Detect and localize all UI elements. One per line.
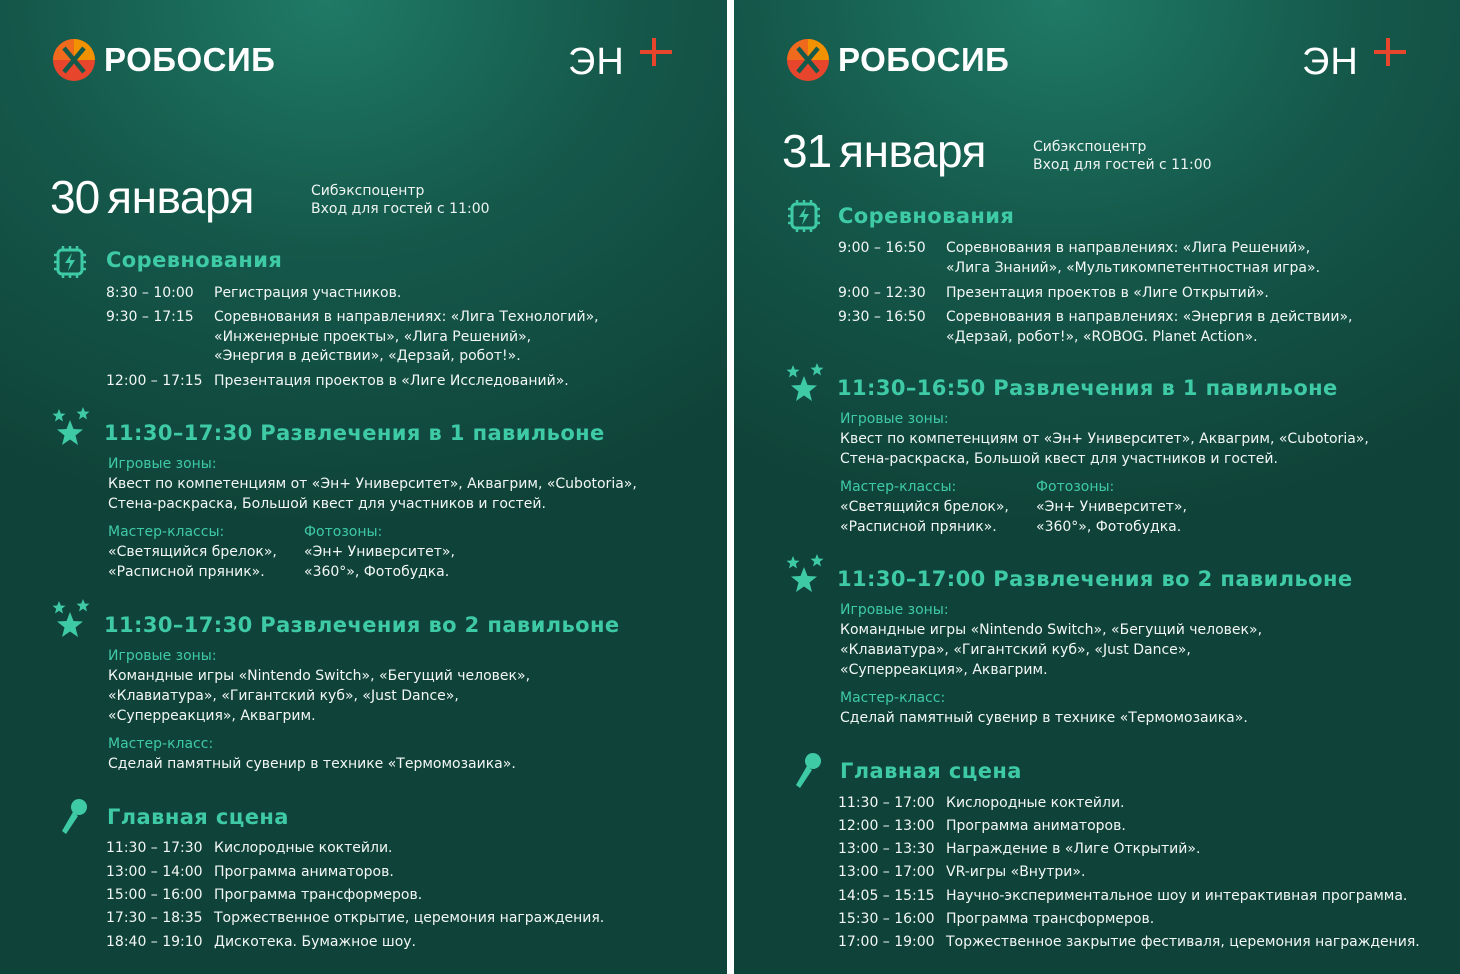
game-zones-label: Игровые зоны: bbox=[108, 648, 217, 664]
game-zones-text: «Суперреакция», Аквагрим. bbox=[108, 708, 316, 724]
row-time: 9:30 – 16:50 bbox=[838, 309, 926, 325]
venue-name: Сибэкспоцентр bbox=[1033, 139, 1147, 155]
stars-icon bbox=[50, 406, 92, 448]
microphone-icon bbox=[58, 798, 90, 836]
chip-lightning-icon bbox=[786, 198, 822, 234]
game-zones-text: «Суперреакция», Аквагрим. bbox=[840, 662, 1048, 678]
row-time: 15:00 – 16:00 bbox=[106, 887, 203, 903]
date-month: января bbox=[107, 171, 254, 223]
row-desc: Программа трансформеров. bbox=[214, 887, 423, 903]
robosib-logo-icon bbox=[52, 38, 96, 82]
row-desc: «Инженерные проекты», «Лига Решений», bbox=[214, 329, 532, 345]
section-title-main-stage: Главная сцена bbox=[840, 759, 1022, 783]
section-title-entertainment-1: 11:30–17:30 Развлечения в 1 павильоне bbox=[104, 421, 605, 445]
photozones-label: Фотозоны: bbox=[1036, 479, 1115, 495]
game-zones-text: Командные игры «Nintendo Switch», «Бегущий человек», bbox=[108, 668, 531, 684]
brand-name: РОБОСИБ bbox=[838, 41, 1010, 78]
row-desc: «Энергия в действии», «Дерзай, робот!». bbox=[214, 348, 521, 364]
row-desc: Научно-экспериментальное шоу и интерактивная программа. bbox=[946, 888, 1408, 904]
row-desc: Торжественное открытие, церемония награждения. bbox=[214, 910, 605, 926]
game-zones-label: Игровые зоны: bbox=[840, 411, 949, 427]
masterclasses-text: «Светящийся брелок», bbox=[108, 544, 277, 560]
poster-day-1 bbox=[0, 0, 727, 974]
venue-name: Сибэкспоцентр bbox=[311, 183, 425, 199]
svg-text:ЭН: ЭН bbox=[568, 41, 625, 83]
row-time: 12:00 – 13:00 bbox=[838, 818, 935, 834]
game-zones-text: Командные игры «Nintendo Switch», «Бегущий человек», bbox=[840, 622, 1263, 638]
game-zones-label: Игровые зоны: bbox=[840, 602, 949, 618]
row-time: 8:30 – 10:00 bbox=[106, 285, 194, 301]
row-time: 11:30 – 17:30 bbox=[106, 840, 203, 856]
masterclasses-text: «Светящийся брелок», bbox=[840, 499, 1009, 515]
masterclasses-text: «Расписной пряник». bbox=[840, 519, 997, 535]
section-title-competitions: Соревнования bbox=[838, 204, 1015, 228]
date-day: 31 bbox=[782, 125, 832, 177]
event-date bbox=[782, 124, 986, 178]
row-desc: Программа аниматоров. bbox=[214, 864, 394, 880]
row-desc: Кислородные коктейли. bbox=[214, 840, 393, 856]
chip-lightning-icon bbox=[52, 244, 88, 280]
row-time: 11:30 – 17:00 bbox=[838, 795, 935, 811]
row-time: 13:00 – 14:00 bbox=[106, 864, 203, 880]
row-desc: Кислородные коктейли. bbox=[946, 795, 1125, 811]
row-desc: Презентация проектов в «Лиге Исследований». bbox=[214, 373, 569, 389]
masterclass-label: Мастер-класс: bbox=[840, 690, 946, 706]
row-desc: Соревнования в направлениях: «Энергия в действии», bbox=[946, 309, 1353, 325]
photozones-text: «Эн+ Университет», bbox=[1036, 499, 1187, 515]
row-desc: Награждение в «Лиге Открытий». bbox=[946, 841, 1201, 857]
en-plus-logo bbox=[1302, 36, 1410, 84]
game-zones-label: Игровые зоны: bbox=[108, 456, 217, 472]
photozones-label: Фотозоны: bbox=[304, 524, 383, 540]
row-time: 13:00 – 17:00 bbox=[838, 864, 935, 880]
row-desc: Программа аниматоров. bbox=[946, 818, 1126, 834]
robosib-logo bbox=[786, 38, 1009, 82]
row-desc: Соревнования в направлениях: «Лига Технологий», bbox=[214, 309, 599, 325]
stars-icon bbox=[50, 598, 92, 640]
section-title-entertainment-2: 11:30–17:30 Развлечения во 2 павильоне bbox=[104, 613, 620, 637]
game-zones-text: Стена-раскраска, Большой квест для участников и гостей. bbox=[840, 451, 1278, 467]
section-title-entertainment-2: 11:30–17:00 Развлечения во 2 павильоне bbox=[837, 567, 1353, 591]
row-time: 12:00 – 17:15 bbox=[106, 373, 203, 389]
row-desc: VR-игры «Внутри». bbox=[946, 864, 1086, 880]
game-zones-text: Стена-раскраска, Большой квест для участников и гостей. bbox=[108, 496, 546, 512]
masterclass-text: Сделай памятный сувенир в технике «Термомозаика». bbox=[840, 710, 1248, 726]
event-date bbox=[50, 170, 254, 224]
game-zones-text: «Клавиатура», «Гигантский куб», «Just Dance», bbox=[108, 688, 459, 704]
poster-day-2 bbox=[734, 0, 1460, 974]
stars-icon bbox=[784, 553, 826, 595]
photozones-text: «360°», Фотобудка. bbox=[304, 564, 450, 580]
section-title-main-stage: Главная сцена bbox=[107, 805, 289, 829]
svg-text:ЭН: ЭН bbox=[1302, 41, 1359, 83]
section-title-competitions: Соревнования bbox=[106, 248, 283, 272]
row-desc: Соревнования в направлениях: «Лига Решений», bbox=[946, 240, 1311, 256]
row-desc: Презентация проектов в «Лиге Открытий». bbox=[946, 285, 1269, 301]
guest-entry: Вход для гостей с 11:00 bbox=[1033, 157, 1212, 173]
masterclasses-label: Мастер-классы: bbox=[108, 524, 225, 540]
row-time: 18:40 – 19:10 bbox=[106, 934, 203, 950]
en-plus-logo bbox=[568, 36, 676, 84]
row-time: 9:00 – 12:30 bbox=[838, 285, 926, 301]
row-desc: Регистрация участников. bbox=[214, 285, 402, 301]
row-time: 9:30 – 17:15 bbox=[106, 309, 194, 325]
section-title-entertainment-1: 11:30–16:50 Развлечения в 1 павильоне bbox=[837, 376, 1338, 400]
photozones-text: «Эн+ Университет», bbox=[304, 544, 455, 560]
masterclass-text: Сделай памятный сувенир в технике «Термомозаика». bbox=[108, 756, 516, 772]
game-zones-text: Квест по компетенциям от «Эн+ Университет», Аквагрим, «Cubotoria», bbox=[108, 476, 637, 492]
microphone-icon bbox=[792, 752, 824, 790]
row-time: 13:00 – 13:30 bbox=[838, 841, 935, 857]
row-desc: Программа трансформеров. bbox=[946, 911, 1155, 927]
row-time: 17:00 – 19:00 bbox=[838, 934, 935, 950]
date-month: января bbox=[839, 125, 986, 177]
brand-name: РОБОСИБ bbox=[104, 41, 276, 78]
game-zones-text: «Клавиатура», «Гигантский куб», «Just Dance», bbox=[840, 642, 1191, 658]
row-desc: «Лига Знаний», «Мультикомпетентностная игра». bbox=[946, 260, 1321, 276]
row-time: 14:05 – 15:15 bbox=[838, 888, 935, 904]
venue-info bbox=[1033, 138, 1212, 174]
guest-entry: Вход для гостей с 11:00 bbox=[311, 201, 490, 217]
photozones-text: «360°», Фотобудка. bbox=[1036, 519, 1182, 535]
row-desc: Торжественное закрытие фестиваля, церемония награждения. bbox=[946, 934, 1420, 950]
masterclasses-text: «Расписной пряник». bbox=[108, 564, 265, 580]
row-time: 15:30 – 16:00 bbox=[838, 911, 935, 927]
row-desc: «Дерзай, робот!», «ROBOG. Planet Action». bbox=[946, 329, 1258, 345]
robosib-logo-icon bbox=[786, 38, 830, 82]
stars-icon bbox=[784, 362, 826, 404]
robosib-logo bbox=[52, 38, 275, 82]
row-desc: Дискотека. Бумажное шоу. bbox=[214, 934, 416, 950]
row-time: 17:30 – 18:35 bbox=[106, 910, 203, 926]
venue-info bbox=[311, 182, 490, 218]
date-day: 30 bbox=[50, 171, 100, 223]
masterclass-label: Мастер-класс: bbox=[108, 736, 214, 752]
game-zones-text: Квест по компетенциям от «Эн+ Университет», Аквагрим, «Cubotoria», bbox=[840, 431, 1369, 447]
row-time: 9:00 – 16:50 bbox=[838, 240, 926, 256]
masterclasses-label: Мастер-классы: bbox=[840, 479, 957, 495]
